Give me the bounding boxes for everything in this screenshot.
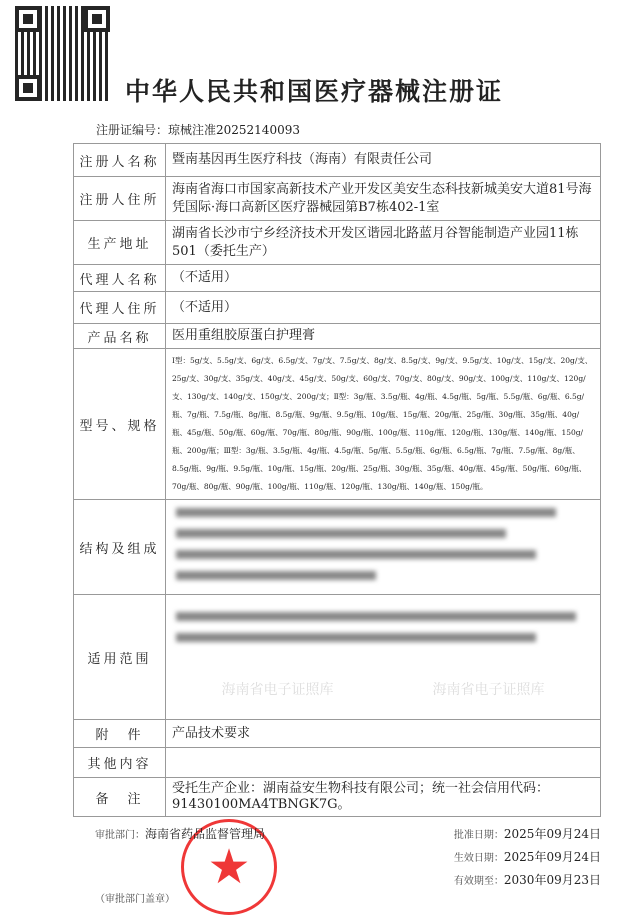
label-production-address: 生产地址 [74, 221, 166, 265]
label-structure: 结构及组成 [74, 500, 166, 595]
certificate-title: 中华人民共和国医疗器械注册证 [124, 77, 503, 106]
label-agent-address: 代理人住所 [74, 292, 166, 324]
certificate-table [73, 143, 601, 817]
effective-label: 生效日期： [453, 853, 504, 864]
label-other: 其他内容 [74, 748, 166, 778]
footer [73, 825, 601, 905]
value-model-spec: Ⅰ型：5g/支、5.5g/支、6g/支、6.5g/支、7g/支、7.5g/支、8g/支、8.5g/支、9g/支、9.5g/支、10g/支、15g/支、20g/支、25g/支、30g/支、35g/支、40g/支、45g/支、50g/支、60g/支、70g/支、80g/支、90g/支、100g/支、110g/支、120g/支、130g/支、140g/支、150g/支、200g/支；Ⅱ型：3g/瓶、3.5g/瓶、4g/瓶、4.5g/瓶、5g/瓶、5.5g/瓶、6g/瓶、6.5g/瓶、7g/瓶、7.5g/瓶、8g/瓶、8.5g/瓶、9g/瓶、9.5g/瓶、10g/瓶、15g/瓶、20g/瓶、25g/瓶、30g/瓶、35g/瓶、40g/瓶、45g/瓶、50g/瓶、60g/瓶、70g/瓶、80g/瓶、90g/瓶、100g/瓶、110g/瓶、120g/瓶、130g/瓶、140g/瓶、150g/瓶、200g/瓶；Ⅲ型：3g/瓶、3.5g/瓶、4g/瓶、4.5g/瓶、5g/瓶、5.5g/瓶、6g/瓶、6.5g/瓶、7g/瓶、7.5g/瓶、8g/瓶、8.5g/瓶、9g/瓶、9.5g/瓶、10g/瓶、15g/瓶、20g/瓶、25g/瓶、30g/瓶、35g/瓶、40g/瓶、45g/瓶、50g/瓶、60g/瓶、70g/瓶、80g/瓶、90g/瓶、100g/瓶、110g/瓶、120g/瓶、130g/瓶、140g/瓶、150g/瓶。 [166, 349, 601, 500]
registration-number: 注册证编号：琼械注准20252140093 [96, 123, 300, 137]
watermark: 海南省电子证照库 [221, 682, 334, 698]
value-registrant: 暨南基因再生医疗科技（海南）有限责任公司 [166, 144, 601, 177]
label-registrant-address: 注册人住所 [74, 177, 166, 221]
label-remarks: 备 注 [74, 778, 166, 817]
value-product-name: 医用重组胶原蛋白护理膏 [166, 324, 601, 349]
watermark: 海南省电子证照库 [432, 682, 545, 698]
effective-date: 2025年09月24日 [503, 850, 601, 864]
value-agent-name: （不适用） [166, 265, 601, 292]
seal-note: （审批部门盖章） [95, 894, 175, 905]
expiry-label: 有效期至： [453, 876, 504, 887]
label-attachment: 附 件 [74, 720, 166, 748]
approve-date: 2025年09月24日 [503, 827, 601, 841]
label-scope: 适用范围 [74, 595, 166, 720]
expiry-date: 2030年09月23日 [503, 873, 601, 887]
label-agent-name: 代理人名称 [74, 265, 166, 292]
label-model-spec: 型号、规格 [74, 349, 166, 500]
value-remarks: 受托生产企业：湖南益安生物科技有限公司；统一社会信用代码：91430100MA4TBNGK7G。 [166, 778, 601, 817]
dept-label: 审批部门： [95, 830, 145, 841]
value-attachment: 产品技术要求 [166, 720, 601, 748]
value-agent-address: （不适用） [166, 292, 601, 324]
value-scope-redacted [166, 595, 601, 720]
star-icon: ★ [207, 839, 251, 895]
approve-label: 批准日期： [453, 830, 504, 841]
value-other [166, 748, 601, 778]
label-product-name: 产品名称 [74, 324, 166, 349]
approval-dept: 海南省药品监督管理局 [145, 827, 266, 841]
label-registrant: 注册人名称 [74, 144, 166, 177]
value-production-address: 湖南省长沙市宁乡经济技术开发区谐园北路蓝月谷智能制造产业园11栋501（委托生产） [166, 221, 601, 265]
value-registrant-address: 海南省海口市国家高新技术产业开发区美安生态科技新城美安大道81号海凭国际·海口高新区医疗器械园第B7栋402-1室 [166, 177, 601, 221]
value-structure-redacted [166, 500, 601, 595]
